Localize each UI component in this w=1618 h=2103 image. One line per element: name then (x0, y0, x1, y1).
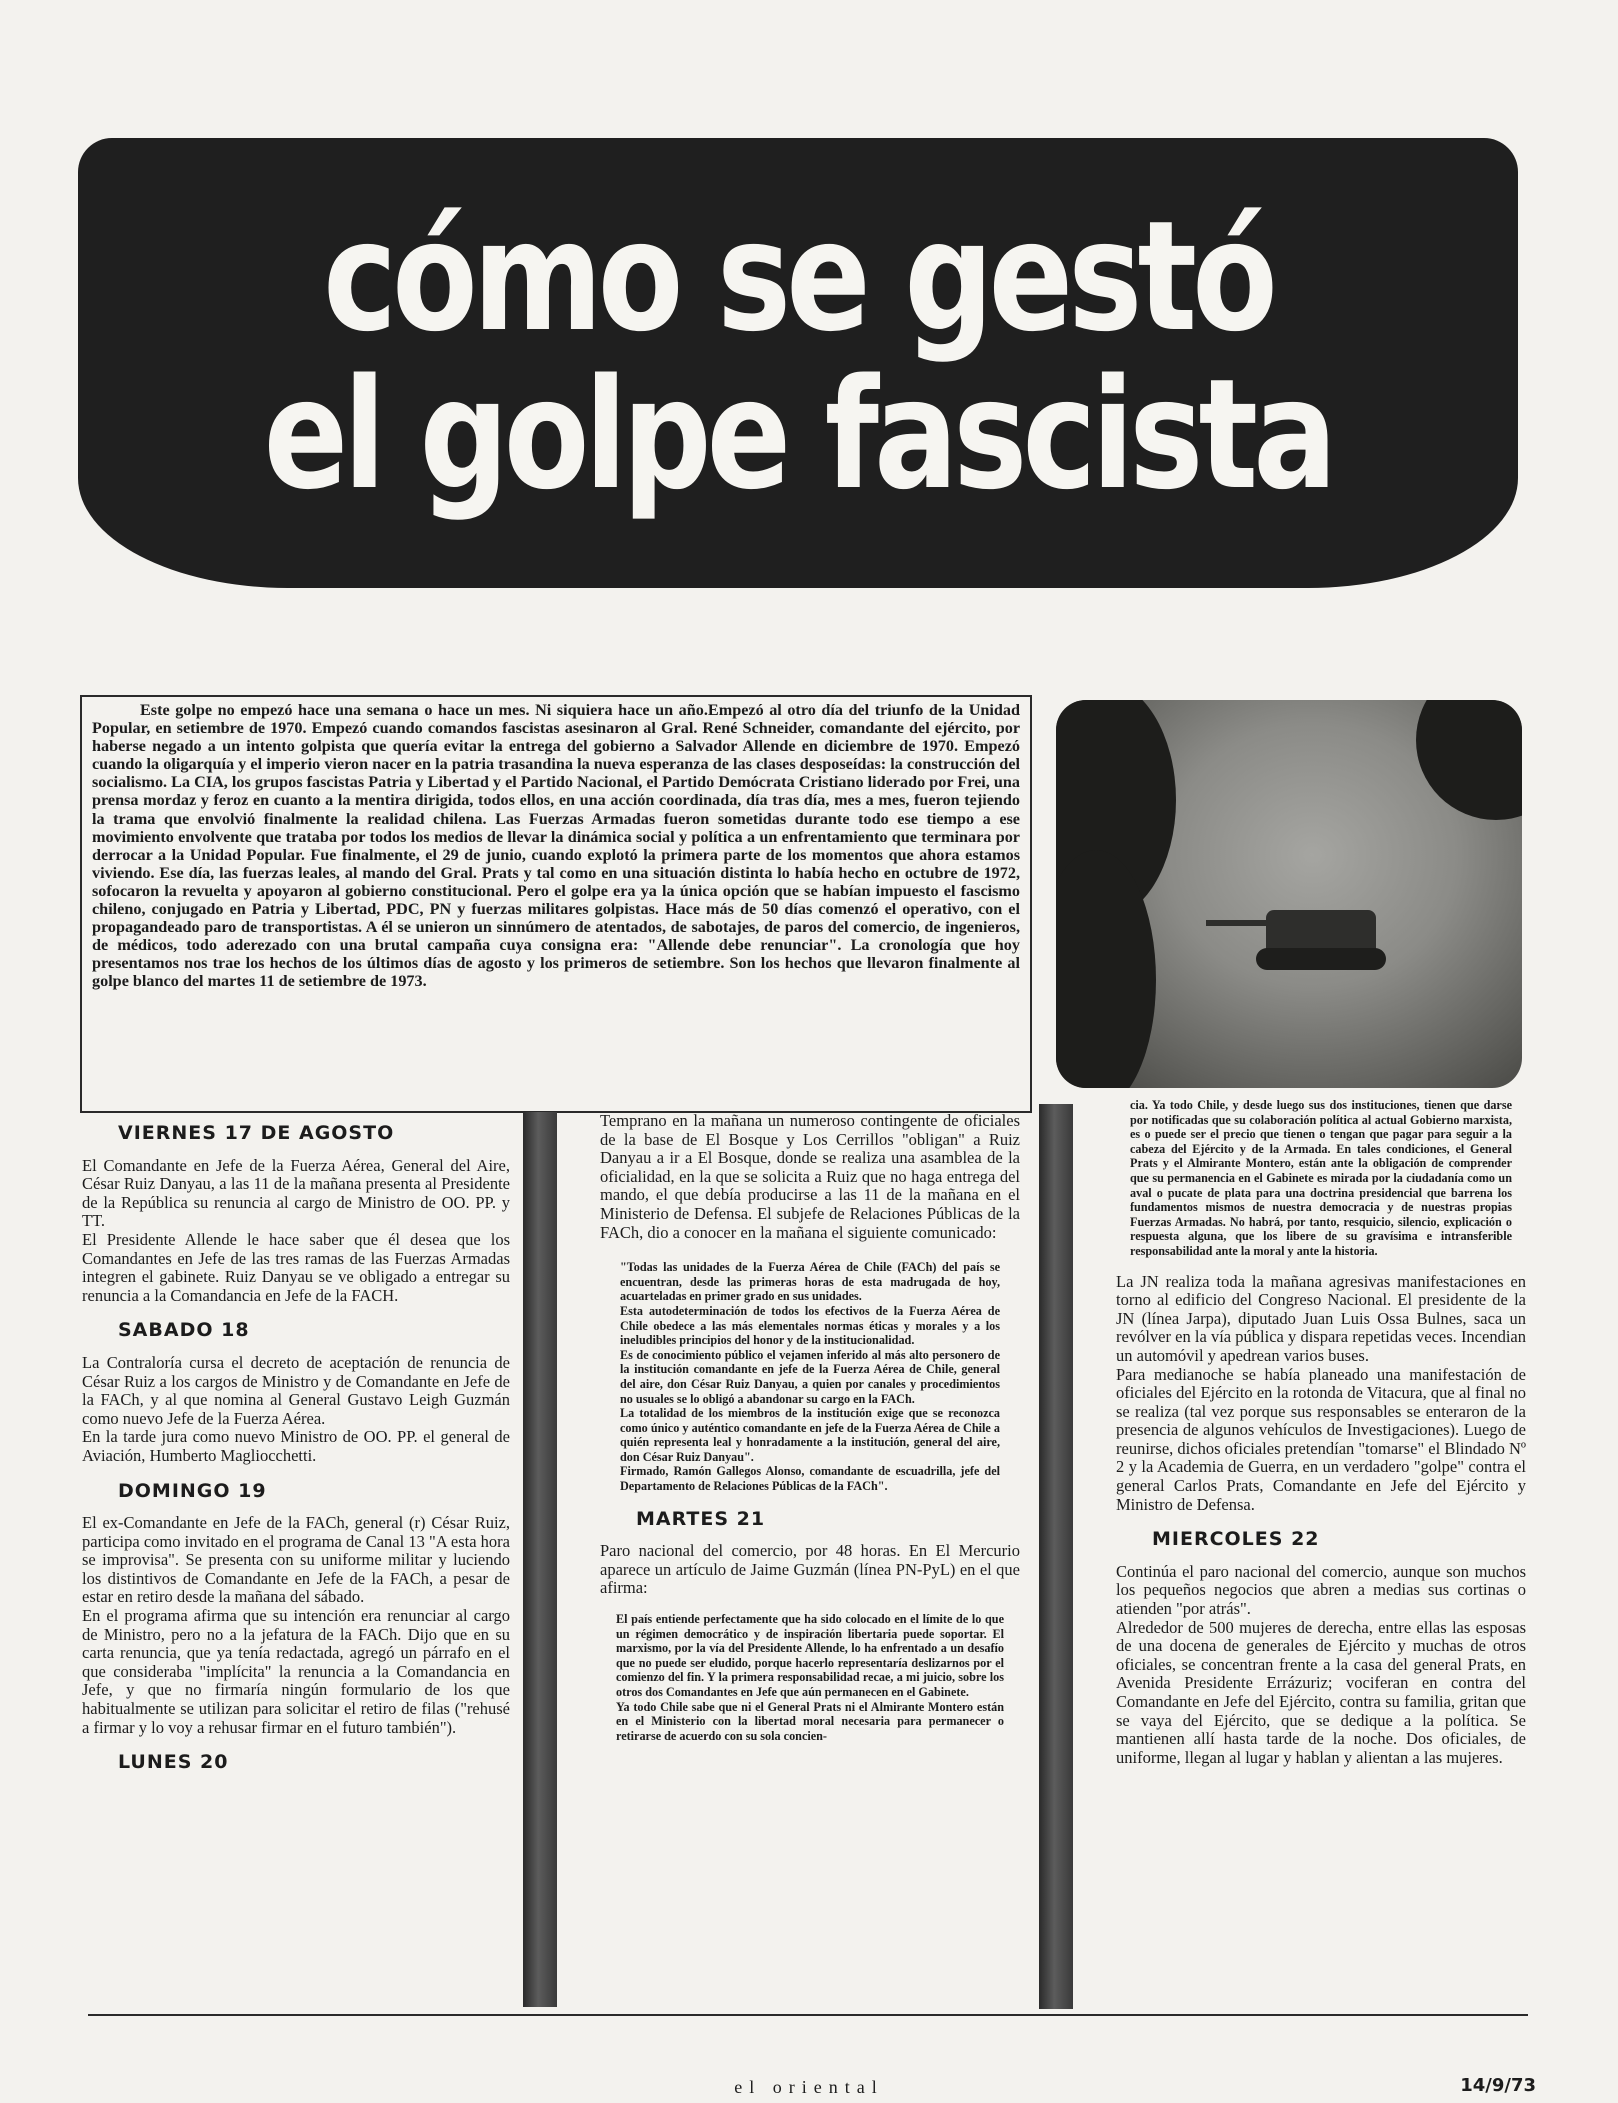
intro-paragraph: Este golpe no empezó hace una semana o hace un mes. Ni siquiera hace un año.Empezó al otro día del triunfo de la Unidad Popular, en setiembre de 1970. Empezó cuando comandos fascistas asesinaron al Gral. René Schneider, comandante del ejército, por haberse negado a un intento golpista que quería evitar la entrega del gobierno a Salvador Allende en diciembre de 1970. Empezó cuando la oligarquía y el imperio vieron nacer en la patria trasandina la nueva esperanza de las clases desposeídas: la construcción del socialismo. La CIA, los grupos fascistas Patria y Libertad y el Partido Nacional, el Partido Demócrata Cristiano liderado por Frei, una prensa mordaz y feroz en cuanto a la mentira dirigida, todos ellos, en una acción coordinada, día tras día, mes a mes, fueron tejiendo la trama que envolvió finalmente la realidad chilena. Las Fuerzas Armadas fueron sometidas durante todo ese tiempo a ese movimiento envolvente que trataba por todos los medios de llevar la dinámica social y política a un enfrentamiento que terminara por derrocar a la Unidad Popular. Fue finalmente, el 29 de junio, cuando explotó la primera parte de los momentos que ahora estamos viviendo. Ese día, las fuerzas leales, al mando del Gral. Prats y tal como en una situación distinta lo había hecho en octubre de 1972, sofocaron la revuelta y apoyaron al gobierno constitucional. Pero el golpe era ya la única opción que se habían impuesto el fascismo chileno, conjugado en Patria y Libertad, PDC, PN y fuerzas militares golpistas. Hace más de 50 días comenzó el operativo, con el propagandeado paro de transportistas. A él se unieron un sinnúmero de atentados, de sabotajes, de paros del comercio, de ingenieros, de médicos, todo aderezado con una brutal campaña cuya consigna era: "Allende debe renunciar". La cronología que hoy presentamos nos trae los hechos de los últimos días de agosto y los primeros de setiembre. Son los hechos que llevaron finalmente al golpe blanco del martes 11 de setiembre de 1973. (80, 695, 1032, 1113)
headline-line-1: cómo se gestó (323, 188, 1273, 365)
day-heading: DOMINGO 19 (118, 1479, 267, 1502)
paragraph: El Comandante en Jefe de la Fuerza Aérea, General del Aire, César Ruiz Danyau, a las 11 de la mañana presenta al Presidente de la República su renuncia al cargo de Ministro de OO. PP. y TT. (82, 1155, 510, 1231)
fach-communique (600, 1242, 1020, 1494)
quote-paragraph: "Todas las unidades de la Fuerza Aérea de Chile (FACh) del país se encuentran, desde las primeras horas de esta madrugada de hoy, acuarteladas en primer grado en sus unidades. (620, 1260, 1000, 1304)
quote-paragraph: Esta autodeterminación de todos los efectivos de la Fuerza Aérea de Chile obedece a las más elementales normas éticas y morales y a los ineludibles principios del honor y de la institucionalidad. (620, 1303, 1000, 1348)
paragraph: Paro nacional del comercio, por 48 horas. En El Mercurio aparece un artículo de Jaime Guzmán (línea PN-PyL) en el que afirma: (600, 1541, 1020, 1598)
day-heading: MIERCOLES 22 (1152, 1528, 1320, 1551)
guzman-quote-continued (1116, 1098, 1526, 1259)
headline-banner (78, 138, 1518, 588)
tank-photo (1056, 700, 1522, 1088)
column-1 (82, 1108, 510, 1786)
paragraph: En la tarde jura como nuevo Ministro de OO. PP. el general de Aviación, Humberto Magliocchetti. (82, 1427, 510, 1465)
quote-paragraph: Firmado, Ramón Gallegos Alonso, comandante de escuadrilla, jefe del Departamento de Relaciones Públicas de la FACh". (620, 1464, 1000, 1494)
column-2 (600, 1112, 1020, 1743)
tank-tracks (1256, 948, 1386, 970)
paragraph: La Contraloría cursa el decreto de aceptación de renuncia de César Ruiz a los cargos de Ministro y de Comandante en Jefe de la FACh, y al que nomina al General Gustavo Leigh Guzmán como nuevo Jefe de la Fuerza Aérea. (82, 1352, 510, 1428)
paragraph: Alrededor de 500 mujeres de derecha, entre ellas las esposas de una docena de generales de Ejército y muchas de otros oficiales, se concentran frente a la casa del general Prats, en Avenida Presidente Errázuriz; vociferan en contra del Comandante en Jefe del Ejército, contra su familia, gritan que se vaya del Ejército, que se dedique a la política. Se mantienen allí hasta tarde de la noche. Dos oficiales, de uniforme, llegan al lugar y hablan y alientan a las mujeres. (1116, 1617, 1526, 1767)
quote-paragraph: El país entiende perfectamente que ha sido colocado en el límite de lo que un régimen democrático y de inspiración libertaria puede soportar. El marxismo, por la vía del Presidente Allende, lo ha enfrentado a un desafío que no puede ser eludido, porque hacerlo representaría deslizarnos por el comienzo del fin. Y la primera responsabilidad recae, a mi juicio, sobre los otros dos Comandantes en Jefe que aún permanecen en el Gabinete. (616, 1612, 1004, 1699)
paragraph: Continúa el paro nacional del comercio, aunque son muchos los pequeños negocios que abren a medias sus cortinas o atienden "por atrás". (1116, 1561, 1526, 1619)
day-heading: MARTES 21 (636, 1507, 766, 1530)
footer-rule (88, 2014, 1528, 2016)
paragraph: El ex-Comandante en Jefe de la FACh, general (r) César Ruiz, participa como invitado en el programa de Canal 13 "A esta hora se improvisa". Se presenta con su uniforme militar y luciendo los distintivos de Comandante en Jefe de la FACh, a pesar de estar en retiro desde la mañana del sábado. (82, 1513, 510, 1607)
publication-date: 14/9/73 (1460, 2075, 1536, 2096)
day-heading: VIERNES 17 DE AGOSTO (118, 1122, 395, 1144)
day-heading: LUNES 20 (118, 1751, 229, 1774)
quote-paragraph: Es de conocimiento público el vejamen inferido al más alto personero de la institución comandante en jefe de la Fuerza Aérea de Chile, general del aire, don César Ruiz Danyau, a quien por canales y procedimientos no usuales se lo obligó a abandonar su cargo en la FACh. (620, 1347, 1000, 1406)
quote-paragraph: cia. Ya todo Chile, y desde luego sus dos instituciones, tienen que darse por notificadas que su colaboración política al actual Gobierno marxista, es o puede ser el precio que tienen o tengan que pagar para seguir a la cabeza del Ejército y de la Armada. En tales condiciones, el General Prats y el Almirante Montero, están ante la obligación de comprender que su permanencia en el Gabinete es mirada por la ciudadanía como un aval o pucate de plata para una doctrina presidencial que barrena los fundamentos mismos de nuestra democracia y de nuestras propias Fuerzas Armadas. No habrá, por tanto, resquicio, silencio, explicación o respuesta alguna, que los libere de su gravísima e intransferible responsabilidad ante la moral y ante la historia. (1130, 1098, 1512, 1258)
column-3 (1116, 1098, 1526, 1767)
paragraph: Para medianoche se había planeado una manifestación de oficiales del Ejército en la rotonda de Vitacura, que al final no se realiza (tal vez porque sus responsables se enteraron de la presencia de algunos vehículos de Investigaciones). Luego de reunirse, dichos oficiales pretendían "tomarse" el Blindado Nº 2 y la Academia de Guerra, en un verdadero "golpe" contra el general Carlos Prats, Comandante en Jefe del Ejército y Ministro de Defensa. (1116, 1364, 1526, 1514)
paragraph: Temprano en la mañana un numeroso contingente de oficiales de la base de El Bosque y Los Cerrillos "obligan" a Ruiz Danyau a ir a El Bosque, donde se realiza una asamblea de la oficialidad, en la que se solicita a Ruiz que no haga entrega del mando, el que debía producirse a las 11 de la mañana en el Ministerio de Defensa. El subjefe de Relaciones Públicas de la FACh, dio a conocer en la mañana el siguiente comunicado: (600, 1111, 1020, 1242)
column-divider-bar (523, 1112, 557, 2007)
headline-line-2: el golpe fascista (263, 346, 1333, 523)
tank-gun (1206, 920, 1276, 926)
paragraph: En el programa afirma que su intención era renunciar al cargo de Ministro, pero no a la jefatura de la FACh. Dijo que en su carta renuncia, que ya tenía redactada, agregó un párrafo en el que consideraba "implícita" la renuncia a la Comandancia en Jefe, y que no firmaría ningún formulario de los que habitualmente se utilizan para solicitar el retiro de filas ("rehusé a firmar y lo voy a rehusar firmar en el futuro también"). (82, 1606, 510, 1737)
column-divider-bar (1039, 1104, 1073, 2009)
quote-paragraph: Ya todo Chile sabe que ni el General Prats ni el Almirante Montero están en el Ministerio con la libertad moral necesaria para permanecer o retirarse de acuerdo con su sola concien- (616, 1699, 1004, 1743)
publication-name: el oriental (734, 2077, 884, 2097)
paragraph: La JN realiza toda la mañana agresivas manifestaciones en torno al edificio del Congreso Nacional. El presidente de la JN (línea Jarpa), diputado Juan Luis Ossa Bulnes, saca un revólver en la vía pública y dispara repetidas veces. Incendian un automóvil y apedrean varios buses. (1116, 1271, 1526, 1365)
guzman-quote (600, 1598, 1020, 1743)
day-heading: SABADO 18 (118, 1319, 250, 1342)
paragraph: El Presidente Allende le hace saber que él desea que los Comandantes en Jefe de las tres ramas de las Fuerzas Armadas integren el gabinete. Ruiz Danyau se ve obligado a entregar su renuncia a la Comandancia en Jefe de la FACH. (82, 1229, 510, 1305)
headline (208, 188, 1389, 523)
quote-paragraph: La totalidad de los miembros de la institución exige que se reconozca como único y auténtico comandante en jefe de la Fuerza Aérea de Chile a quién representa leal y honradamente a la institución, general del aire, don César Ruiz Danyau". (620, 1406, 1000, 1464)
